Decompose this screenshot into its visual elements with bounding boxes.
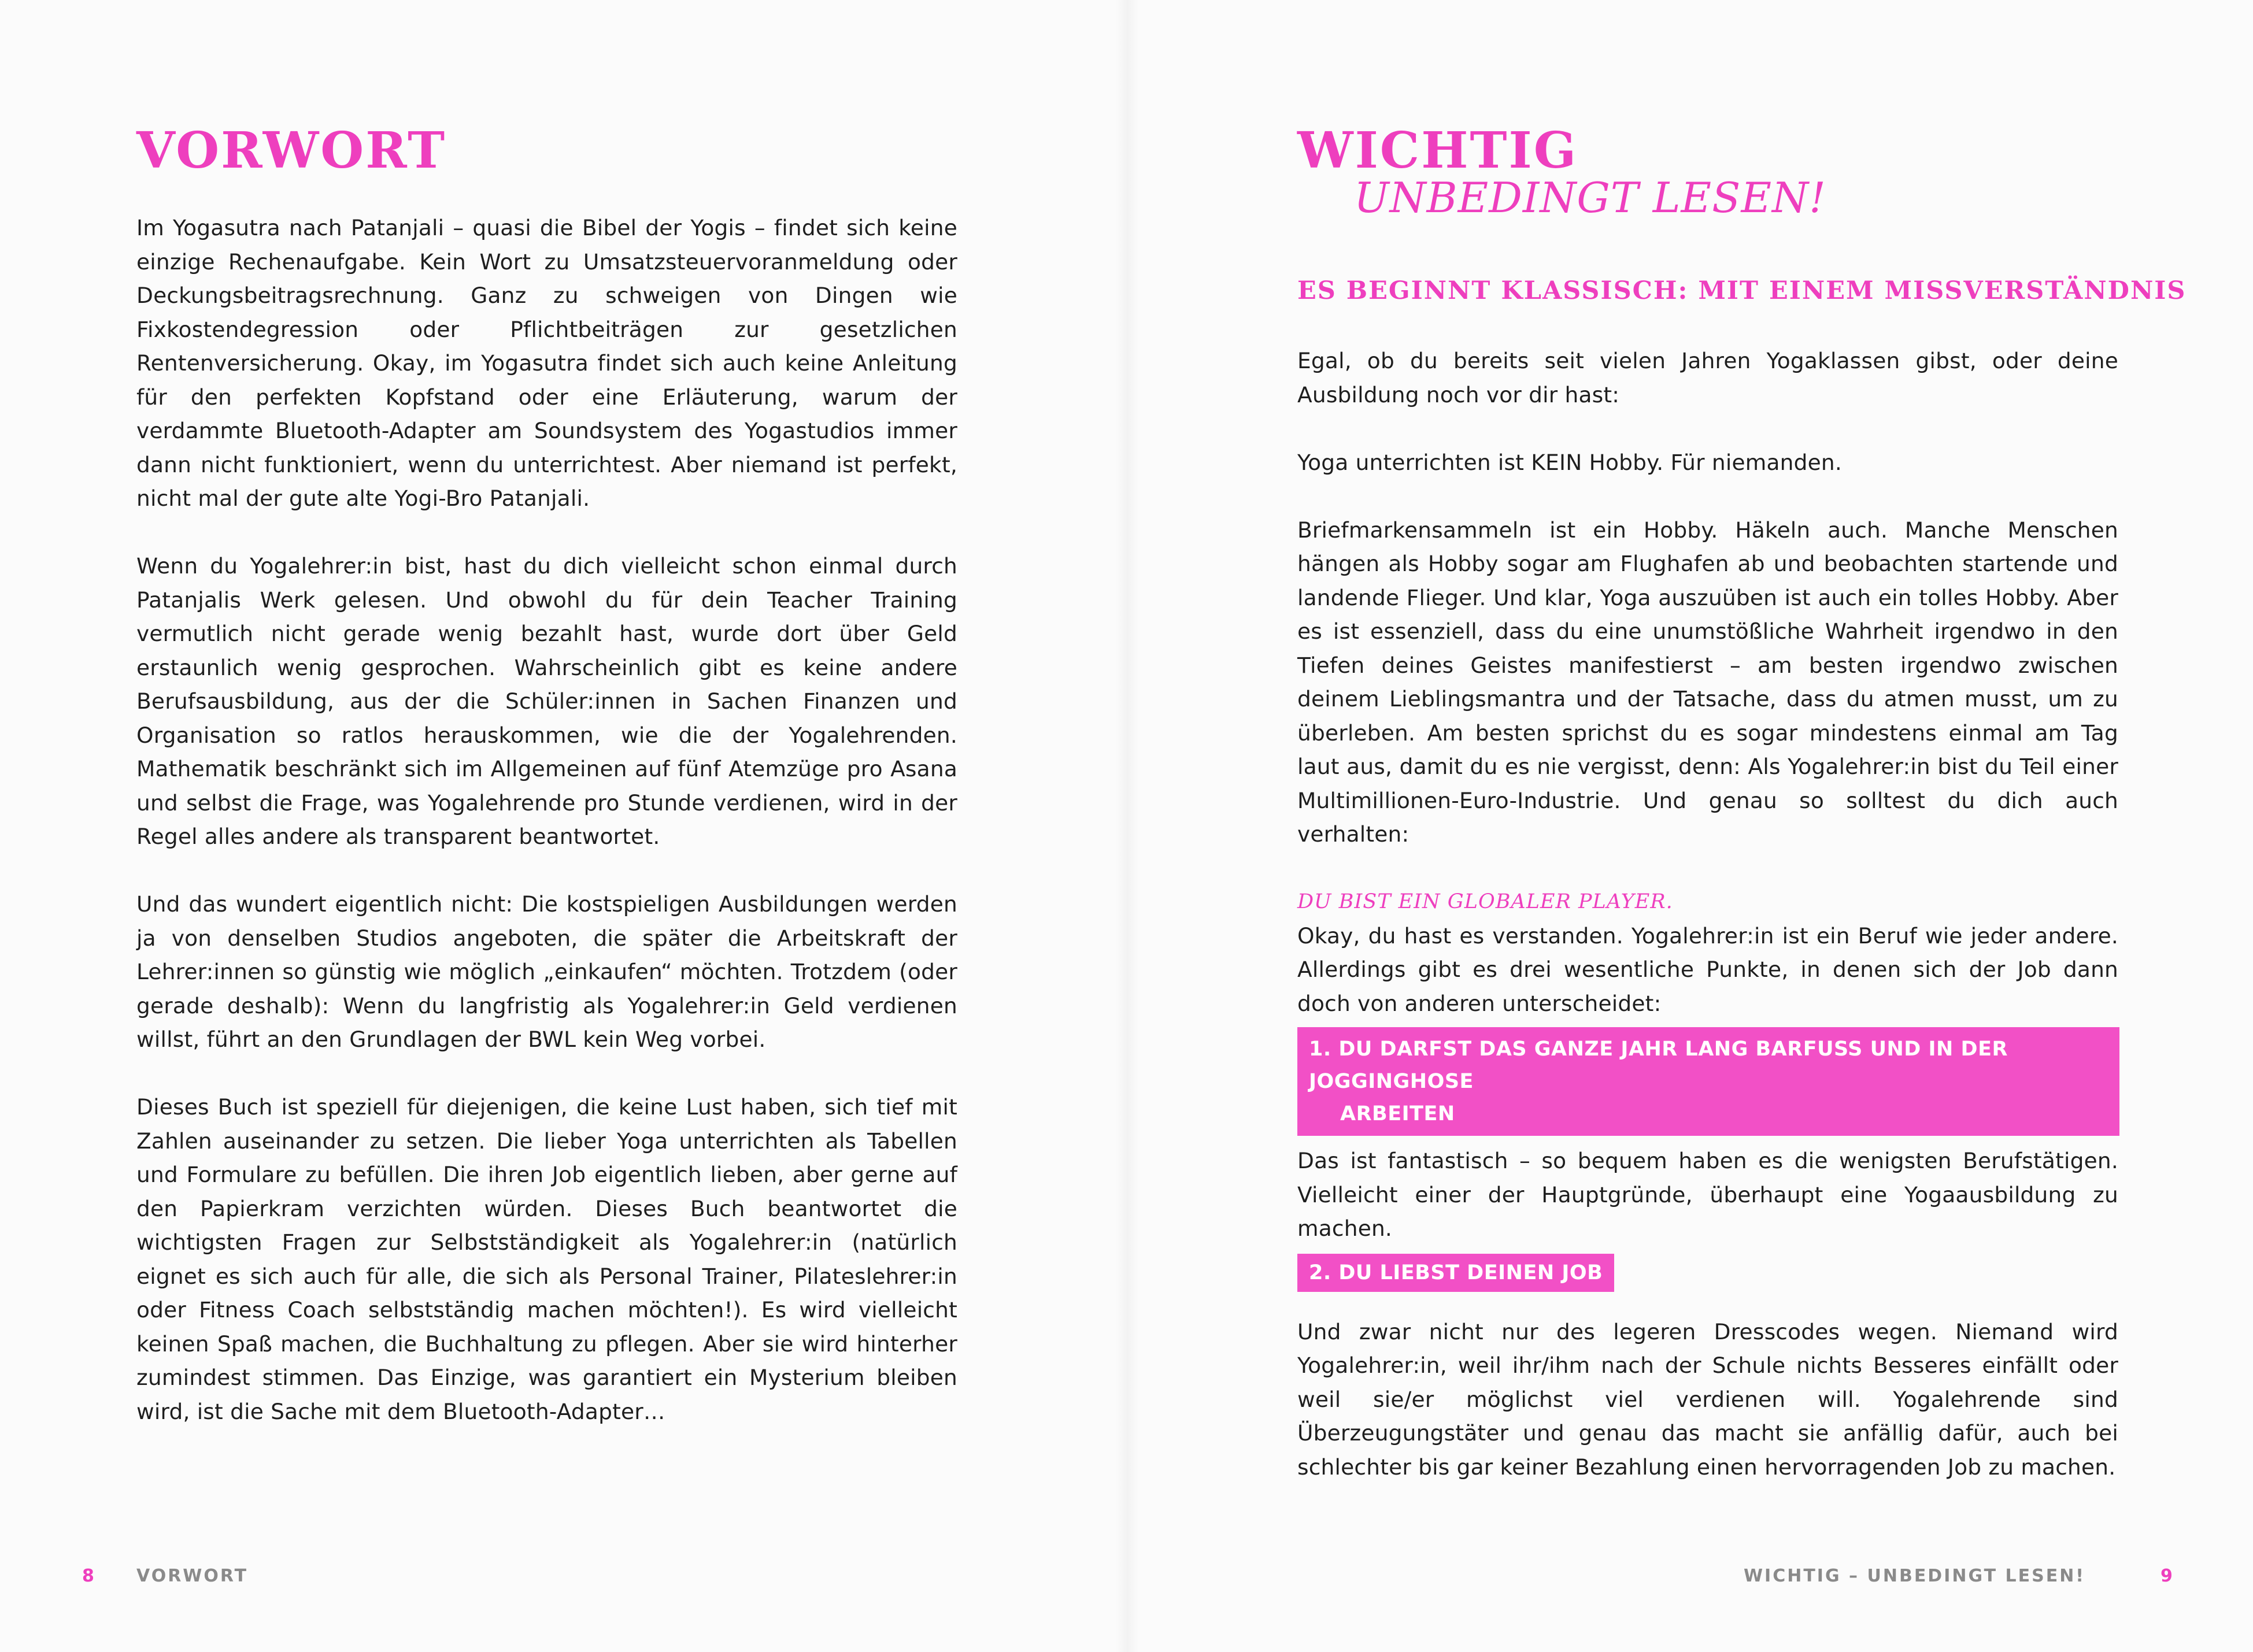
body-text — [136, 211, 957, 1428]
running-title: VORWORT — [136, 1566, 249, 1586]
point-1-banner — [1297, 1027, 2119, 1136]
paragraph: Wenn du Yogalehrer:in bist, hast du dich vielleicht schon einmal durch Patanjalis Werk gelesen. Und obwohl du für dein Teacher Training vermutlich nicht gerade wenig bezahlt hast, wurde dort über Geld erstaunlich wenig gesprochen. Wahrscheinlich gibt es keine andere Berufsausbildung, aus der die Schüler:innen in Sachen Finanzen und Organisation so ratlos herauskommen, wie die der Yogalehrenden. Mathematik beschränkt sich im Allgemeinen auf fünf Atemzüge pro Asana und selbst die Frage, was Yogalehrende pro Stunde verdienen, wird in der Regel alles andere als transparent beantwortet. — [136, 553, 957, 849]
callout-text: DU BIST EIN GLOBALER PLAYER. — [1297, 890, 1673, 913]
paragraph: Das ist fantastisch – so bequem haben es die wenigsten Berufstätigen. Vielleicht einer der Hauptgründe, überhaupt eine Yogaausbildung zu machen. — [1297, 1148, 2118, 1241]
paragraph: Briefmarkensammeln ist ein Hobby. Häkeln auch. Manche Menschen hängen als Hobby sogar am Flughafen ab und beobachten startende und landende Flieger. Und klar, Yoga auszuüben ist auch ein tolles Hobby. Aber es ist essenziell, dass du eine unumstößliche Wahrheit irgendwo in den Tiefen deines Geistes manifestierst – am besten irgendwo zwischen deinem Lieblingsmantra und der Tatsache, dass du atmen musst, um zu überleben. Am besten sprichst du es sogar mindestens einmal am Tag laut aus, damit du es nie vergisst, denn: Als Yogalehrer:in bist du Teil einer Multimillionen-Euro-Industrie. Und genau so solltest du dich auch verhalten: — [1297, 517, 2118, 847]
page-number: 9 — [2160, 1566, 2174, 1586]
page-title: WICHTIG — [1297, 121, 1578, 180]
paragraph: Im Yogasutra nach Patanjali – quasi die Bibel der Yogis – findet sich keine einzige Rechenaufgabe. Kein Wort zu Umsatzsteuervoranmeldung oder Deckungsbeitragsrechnung. Ganz zu schweigen von Dingen wie Fixkostendegression oder Pflichtbeiträgen zur gesetzlichen Rentenversicherung. Okay, im Yogasutra findet sich auch keine Anleitung für den perfekten Kopfstand oder eine Erläuterung, warum der verdammte Bluetooth-Adapter am Soundsystem des Yogastudios immer dann nicht funktioniert, wenn du unterrichtest. Aber niemand ist perfekt, nicht mal der gute alte Yogi-Bro Patanjali. — [136, 215, 957, 511]
page-title: VORWORT — [136, 121, 447, 180]
paragraph: Yoga unterrichten ist KEIN Hobby. Für niemanden. — [1297, 449, 1842, 475]
paragraph: Dieses Buch ist speziell für diejenigen, die keine Lust haben, sich tief mit Zahlen auseinander zu setzen. Die lieber Yoga unterrichten als Tabellen und Formulare zu befüllen. Die ihren Job eigentlich lieben, aber gerne auf den Papierkram verzichten würden. Dieses Buch beantwortet die wichtigsten Fragen zur Selbstständigkeit als Yogalehrer:in (natürlich eignet es sich auch für alle, die sich als Personal Trainer, Pilateslehrer:in oder Fitness Coach selbstständig machen möchten!). Es wird vielleicht keinen Spaß machen, die Buchhaltung zu pflegen. Aber sie wird hinterher zumindest stimmen. Das Einzige, was garantiert ein Mysterium bleiben wird, ist die Sache mit dem Bluetooth-Adapter… — [136, 1094, 957, 1424]
point-1-line-1: 1. DU DARFST DAS GANZE JAHR LANG BARFUSS UND IN DER JOGGINGHOSE — [1309, 1038, 2008, 1093]
paragraph: Egal, ob du bereits seit vielen Jahren Yogaklassen gibst, oder deine Ausbildung noch vor dir hast: — [1297, 348, 2118, 408]
point-1-line-2: ARBEITEN — [1340, 1102, 1455, 1125]
paragraph: Okay, du hast es verstanden. Yogalehrer:in ist ein Beruf wie jeder andere. Allerdings gibt es drei wesentliche Punkte, in denen sich der Job dann doch von anderen unterscheidet: — [1297, 923, 2118, 1016]
right-page — [1126, 0, 2253, 1652]
section-heading: ES BEGINNT KLASSISCH: MIT EINEM MISSVERSTÄNDNIS — [1297, 276, 2187, 305]
paragraph: Und das wundert eigentlich nicht: Die kostspieligen Ausbildungen werden ja von denselben Studios angeboten, die später die Arbeitskraft der Lehrer:innen so günstig wie möglich „einkaufen“ möchten. Trotzdem (oder gerade deshalb): Wenn du langfristig als Yogalehrer:in Geld verdienen willst, führt an den Grundlagen der BWL kein Weg vorbei. — [136, 891, 957, 1052]
page-subtitle: UNBEDINGT LESEN! — [1354, 173, 1826, 222]
page-number: 8 — [82, 1566, 96, 1586]
body-text — [1297, 344, 2118, 1484]
paragraph: Und zwar nicht nur des legeren Dresscodes wegen. Niemand wird Yogalehrer:in, weil ihr/ihm nach der Schule nichts Besseres einfällt oder weil sie/er möglichst viel verdienen will. Yogalehrende sind Überzeugungstäter und genau das macht sie anfällig dafür, auch bei schlechter bis gar keiner Bezahlung einen hervorragenden Job zu machen. — [1297, 1318, 2118, 1480]
point-2-banner: 2. DU LIEBST DEINEN JOB — [1297, 1254, 1614, 1292]
left-page — [0, 0, 1126, 1652]
running-title: WICHTIG – UNBEDINGT LESEN! — [1743, 1566, 2085, 1586]
